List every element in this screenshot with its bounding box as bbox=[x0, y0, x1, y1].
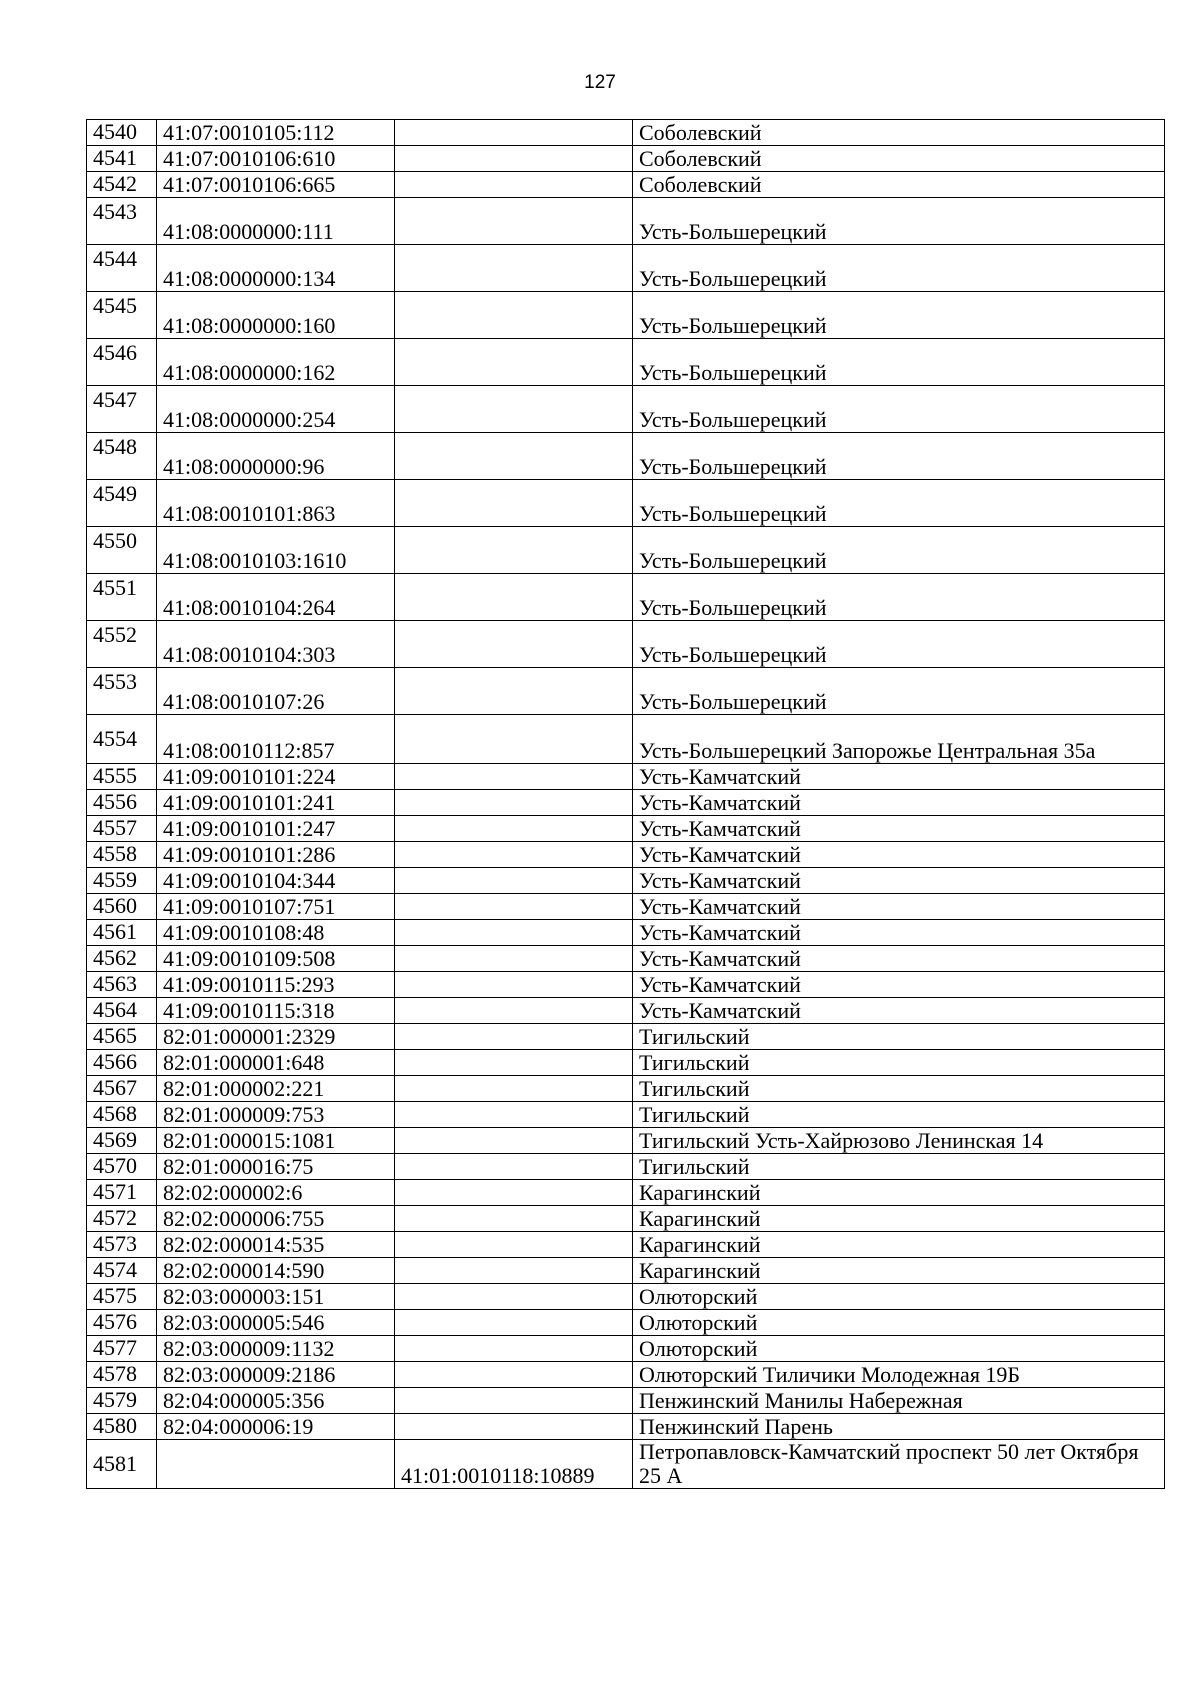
cadastral-number-cell: 82:01:000016:75 bbox=[157, 1154, 395, 1180]
cadastral-number-cell: 82:03:000003:151 bbox=[157, 1284, 395, 1310]
row-number-cell: 4569 bbox=[87, 1128, 157, 1154]
table-row bbox=[87, 1284, 1165, 1310]
table-row bbox=[87, 1024, 1165, 1050]
address-cell: Карагинский bbox=[633, 1232, 1165, 1258]
row-number-cell: 4559 bbox=[87, 868, 157, 894]
address-cell: Усть-Большерецкий bbox=[633, 386, 1165, 433]
address-cell: Усть-Большерецкий bbox=[633, 574, 1165, 621]
secondary-cadastral-cell bbox=[395, 146, 633, 172]
secondary-cadastral-cell bbox=[395, 198, 633, 245]
address-cell: Соболевский bbox=[633, 172, 1165, 198]
table-row bbox=[87, 621, 1165, 668]
table-row bbox=[87, 1258, 1165, 1284]
cadastral-number-cell: 41:07:0010106:610 bbox=[157, 146, 395, 172]
cadastral-number-cell: 41:09:0010101:224 bbox=[157, 764, 395, 790]
row-number-cell: 4556 bbox=[87, 790, 157, 816]
table-row bbox=[87, 339, 1165, 386]
row-number-cell: 4578 bbox=[87, 1362, 157, 1388]
secondary-cadastral-cell bbox=[395, 894, 633, 920]
secondary-cadastral-cell bbox=[395, 1154, 633, 1180]
row-number-cell: 4576 bbox=[87, 1310, 157, 1336]
cadastral-number-cell: 82:02:000002:6 bbox=[157, 1180, 395, 1206]
secondary-cadastral-cell bbox=[395, 433, 633, 480]
row-number-cell: 4563 bbox=[87, 972, 157, 998]
cadastral-number-cell: 41:08:0010104:303 bbox=[157, 621, 395, 668]
cadastral-number-cell: 82:03:000009:1132 bbox=[157, 1336, 395, 1362]
secondary-cadastral-cell bbox=[395, 998, 633, 1024]
row-number-cell: 4571 bbox=[87, 1180, 157, 1206]
cadastral-number-cell: 41:08:0000000:160 bbox=[157, 292, 395, 339]
address-cell: Усть-Большерецкий bbox=[633, 621, 1165, 668]
cadastral-number-cell: 41:07:0010106:665 bbox=[157, 172, 395, 198]
row-number-cell: 4543 bbox=[87, 198, 157, 245]
secondary-cadastral-cell bbox=[395, 1206, 633, 1232]
cadastral-number-cell: 41:08:0000000:162 bbox=[157, 339, 395, 386]
cadastral-number-cell bbox=[157, 1440, 395, 1489]
cadastral-number-cell: 41:08:0000000:254 bbox=[157, 386, 395, 433]
table-row bbox=[87, 245, 1165, 292]
row-number-cell: 4544 bbox=[87, 245, 157, 292]
address-cell: Усть-Большерецкий bbox=[633, 433, 1165, 480]
secondary-cadastral-cell bbox=[395, 668, 633, 715]
row-number-cell: 4545 bbox=[87, 292, 157, 339]
cadastral-number-cell: 41:08:0010112:857 bbox=[157, 715, 395, 764]
cadastral-number-cell: 82:02:000006:755 bbox=[157, 1206, 395, 1232]
table-row bbox=[87, 972, 1165, 998]
secondary-cadastral-cell bbox=[395, 339, 633, 386]
address-cell: Тигильский bbox=[633, 1024, 1165, 1050]
table-row bbox=[87, 1440, 1165, 1489]
table-row bbox=[87, 1336, 1165, 1362]
address-cell: Усть-Камчатский bbox=[633, 790, 1165, 816]
address-cell: Олюторский bbox=[633, 1336, 1165, 1362]
table-row bbox=[87, 1180, 1165, 1206]
secondary-cadastral-cell bbox=[395, 920, 633, 946]
secondary-cadastral-cell bbox=[395, 1310, 633, 1336]
row-number-cell: 4575 bbox=[87, 1284, 157, 1310]
address-cell: Усть-Большерецкий bbox=[633, 668, 1165, 715]
row-number-cell: 4554 bbox=[87, 715, 157, 764]
address-cell: Тигильский bbox=[633, 1076, 1165, 1102]
row-number-cell: 4567 bbox=[87, 1076, 157, 1102]
row-number-cell: 4572 bbox=[87, 1206, 157, 1232]
cadastral-number-cell: 41:09:0010101:241 bbox=[157, 790, 395, 816]
secondary-cadastral-cell bbox=[395, 972, 633, 998]
cadastral-number-cell: 41:08:0000000:111 bbox=[157, 198, 395, 245]
secondary-cadastral-cell bbox=[395, 1336, 633, 1362]
address-cell: Усть-Камчатский bbox=[633, 816, 1165, 842]
secondary-cadastral-cell bbox=[395, 842, 633, 868]
table-body bbox=[87, 120, 1165, 1489]
table-row bbox=[87, 1310, 1165, 1336]
table-row bbox=[87, 715, 1165, 764]
address-cell: Усть-Большерецкий bbox=[633, 527, 1165, 574]
cadastral-number-cell: 82:01:000009:753 bbox=[157, 1102, 395, 1128]
address-cell: Тигильский Усть-Хайрюзово Ленинская 14 bbox=[633, 1128, 1165, 1154]
row-number-cell: 4561 bbox=[87, 920, 157, 946]
row-number-cell: 4540 bbox=[87, 120, 157, 146]
table-row bbox=[87, 386, 1165, 433]
row-number-cell: 4557 bbox=[87, 816, 157, 842]
secondary-cadastral-cell bbox=[395, 868, 633, 894]
cadastral-number-cell: 82:02:000014:535 bbox=[157, 1232, 395, 1258]
row-number-cell: 4573 bbox=[87, 1232, 157, 1258]
address-cell: Тигильский bbox=[633, 1102, 1165, 1128]
row-number-cell: 4564 bbox=[87, 998, 157, 1024]
table-row bbox=[87, 433, 1165, 480]
row-number-cell: 4548 bbox=[87, 433, 157, 480]
address-cell: Усть-Камчатский bbox=[633, 894, 1165, 920]
cadastral-number-cell: 41:09:0010115:318 bbox=[157, 998, 395, 1024]
table-row bbox=[87, 527, 1165, 574]
row-number-cell: 4580 bbox=[87, 1414, 157, 1440]
cadastral-number-cell: 41:09:0010107:751 bbox=[157, 894, 395, 920]
row-number-cell: 4579 bbox=[87, 1388, 157, 1414]
table-row bbox=[87, 1232, 1165, 1258]
cadastral-number-cell: 41:09:0010101:286 bbox=[157, 842, 395, 868]
secondary-cadastral-cell bbox=[395, 1388, 633, 1414]
table-row bbox=[87, 668, 1165, 715]
secondary-cadastral-cell bbox=[395, 386, 633, 433]
address-cell: Усть-Камчатский bbox=[633, 946, 1165, 972]
address-cell: Соболевский bbox=[633, 120, 1165, 146]
cadastral-number-cell: 41:08:0010107:26 bbox=[157, 668, 395, 715]
table-row bbox=[87, 790, 1165, 816]
row-number-cell: 4553 bbox=[87, 668, 157, 715]
address-cell: Тигильский bbox=[633, 1154, 1165, 1180]
address-cell: Усть-Камчатский bbox=[633, 920, 1165, 946]
address-cell: Усть-Камчатский bbox=[633, 842, 1165, 868]
secondary-cadastral-cell bbox=[395, 1180, 633, 1206]
table-row bbox=[87, 946, 1165, 972]
table-row bbox=[87, 1154, 1165, 1180]
table-row bbox=[87, 1414, 1165, 1440]
table-row bbox=[87, 146, 1165, 172]
address-cell: Олюторский bbox=[633, 1284, 1165, 1310]
row-number-cell: 4542 bbox=[87, 172, 157, 198]
table-row bbox=[87, 1388, 1165, 1414]
table-row bbox=[87, 120, 1165, 146]
row-number-cell: 4566 bbox=[87, 1050, 157, 1076]
table-row bbox=[87, 842, 1165, 868]
table-row bbox=[87, 1206, 1165, 1232]
address-cell: Тигильский bbox=[633, 1050, 1165, 1076]
secondary-cadastral-cell bbox=[395, 1258, 633, 1284]
row-number-cell: 4546 bbox=[87, 339, 157, 386]
address-cell: Усть-Большерецкий bbox=[633, 292, 1165, 339]
table-row bbox=[87, 574, 1165, 621]
row-number-cell: 4549 bbox=[87, 480, 157, 527]
address-cell: Карагинский bbox=[633, 1180, 1165, 1206]
row-number-cell: 4550 bbox=[87, 527, 157, 574]
secondary-cadastral-cell bbox=[395, 574, 633, 621]
table-row bbox=[87, 920, 1165, 946]
row-number-cell: 4555 bbox=[87, 764, 157, 790]
address-cell: Усть-Большерецкий bbox=[633, 480, 1165, 527]
secondary-cadastral-cell bbox=[395, 1414, 633, 1440]
cadastral-number-cell: 82:04:000006:19 bbox=[157, 1414, 395, 1440]
secondary-cadastral-cell bbox=[395, 1102, 633, 1128]
address-cell: Карагинский bbox=[633, 1258, 1165, 1284]
address-cell: Усть-Большерецкий bbox=[633, 198, 1165, 245]
secondary-cadastral-cell bbox=[395, 120, 633, 146]
address-cell: Усть-Большерецкий bbox=[633, 245, 1165, 292]
row-number-cell: 4581 bbox=[87, 1440, 157, 1489]
address-cell: Петропавловск-Камчатский проспект 50 лет Октября 25 А bbox=[633, 1440, 1165, 1489]
row-number-cell: 4547 bbox=[87, 386, 157, 433]
address-cell: Соболевский bbox=[633, 146, 1165, 172]
page-number: 127 bbox=[584, 72, 616, 93]
row-number-cell: 4551 bbox=[87, 574, 157, 621]
table-row bbox=[87, 764, 1165, 790]
table-row bbox=[87, 998, 1165, 1024]
address-cell: Усть-Большерецкий Запорожье Центральная 35а bbox=[633, 715, 1165, 764]
table-row bbox=[87, 198, 1165, 245]
secondary-cadastral-cell bbox=[395, 527, 633, 574]
cadastral-number-cell: 41:08:0010104:264 bbox=[157, 574, 395, 621]
address-cell: Олюторский bbox=[633, 1310, 1165, 1336]
secondary-cadastral-cell bbox=[395, 172, 633, 198]
secondary-cadastral-cell bbox=[395, 1076, 633, 1102]
address-cell: Карагинский bbox=[633, 1206, 1165, 1232]
address-cell: Олюторский Тиличики Молодежная 19Б bbox=[633, 1362, 1165, 1388]
secondary-cadastral-cell bbox=[395, 245, 633, 292]
row-number-cell: 4558 bbox=[87, 842, 157, 868]
secondary-cadastral-cell bbox=[395, 946, 633, 972]
table-row bbox=[87, 480, 1165, 527]
secondary-cadastral-cell bbox=[395, 621, 633, 668]
row-number-cell: 4574 bbox=[87, 1258, 157, 1284]
secondary-cadastral-cell bbox=[395, 764, 633, 790]
secondary-cadastral-cell bbox=[395, 816, 633, 842]
cadastral-table bbox=[86, 119, 1165, 1489]
cadastral-number-cell: 82:01:000002:221 bbox=[157, 1076, 395, 1102]
secondary-cadastral-cell bbox=[395, 480, 633, 527]
cadastral-number-cell: 82:01:000015:1081 bbox=[157, 1128, 395, 1154]
row-number-cell: 4577 bbox=[87, 1336, 157, 1362]
secondary-cadastral-cell bbox=[395, 1050, 633, 1076]
table-row bbox=[87, 1050, 1165, 1076]
secondary-cadastral-cell: 41:01:0010118:10889 bbox=[395, 1440, 633, 1489]
cadastral-number-cell: 82:03:000009:2186 bbox=[157, 1362, 395, 1388]
table-row bbox=[87, 172, 1165, 198]
cadastral-number-cell: 82:01:000001:648 bbox=[157, 1050, 395, 1076]
cadastral-number-cell: 41:09:0010109:508 bbox=[157, 946, 395, 972]
row-number-cell: 4552 bbox=[87, 621, 157, 668]
secondary-cadastral-cell bbox=[395, 1284, 633, 1310]
row-number-cell: 4568 bbox=[87, 1102, 157, 1128]
cadastral-number-cell: 41:09:0010108:48 bbox=[157, 920, 395, 946]
address-cell: Усть-Большерецкий bbox=[633, 339, 1165, 386]
address-cell: Усть-Камчатский bbox=[633, 868, 1165, 894]
secondary-cadastral-cell bbox=[395, 1128, 633, 1154]
row-number-cell: 4541 bbox=[87, 146, 157, 172]
address-cell: Усть-Камчатский bbox=[633, 764, 1165, 790]
row-number-cell: 4565 bbox=[87, 1024, 157, 1050]
cadastral-number-cell: 41:09:0010101:247 bbox=[157, 816, 395, 842]
cadastral-number-cell: 41:08:0000000:96 bbox=[157, 433, 395, 480]
cadastral-number-cell: 82:01:000001:2329 bbox=[157, 1024, 395, 1050]
cadastral-number-cell: 41:08:0000000:134 bbox=[157, 245, 395, 292]
secondary-cadastral-cell bbox=[395, 292, 633, 339]
cadastral-number-cell: 41:08:0010103:1610 bbox=[157, 527, 395, 574]
secondary-cadastral-cell bbox=[395, 790, 633, 816]
table-row bbox=[87, 816, 1165, 842]
table-row bbox=[87, 894, 1165, 920]
table-row bbox=[87, 1128, 1165, 1154]
cadastral-number-cell: 41:08:0010101:863 bbox=[157, 480, 395, 527]
cadastral-number-cell: 82:02:000014:590 bbox=[157, 1258, 395, 1284]
cadastral-number-cell: 41:09:0010104:344 bbox=[157, 868, 395, 894]
cadastral-number-cell: 41:09:0010115:293 bbox=[157, 972, 395, 998]
table-row bbox=[87, 1102, 1165, 1128]
cadastral-number-cell: 82:04:000005:356 bbox=[157, 1388, 395, 1414]
secondary-cadastral-cell bbox=[395, 715, 633, 764]
table-row bbox=[87, 868, 1165, 894]
table-row bbox=[87, 1076, 1165, 1102]
table-row bbox=[87, 1362, 1165, 1388]
address-cell: Усть-Камчатский bbox=[633, 972, 1165, 998]
row-number-cell: 4560 bbox=[87, 894, 157, 920]
secondary-cadastral-cell bbox=[395, 1232, 633, 1258]
address-cell: Пенжинский Манилы Набережная bbox=[633, 1388, 1165, 1414]
secondary-cadastral-cell bbox=[395, 1024, 633, 1050]
secondary-cadastral-cell bbox=[395, 1362, 633, 1388]
row-number-cell: 4562 bbox=[87, 946, 157, 972]
cadastral-number-cell: 41:07:0010105:112 bbox=[157, 120, 395, 146]
row-number-cell: 4570 bbox=[87, 1154, 157, 1180]
table-row bbox=[87, 292, 1165, 339]
cadastral-number-cell: 82:03:000005:546 bbox=[157, 1310, 395, 1336]
address-cell: Усть-Камчатский bbox=[633, 998, 1165, 1024]
address-cell: Пенжинский Парень bbox=[633, 1414, 1165, 1440]
